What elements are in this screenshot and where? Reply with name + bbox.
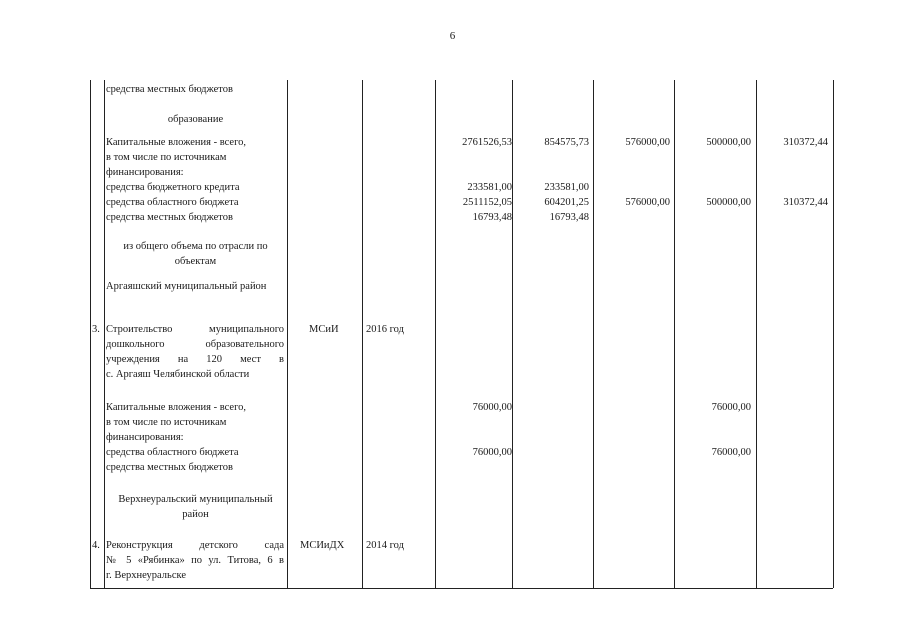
object-name: дошкольного образовательного [106, 339, 284, 350]
page-number: 6 [449, 30, 456, 42]
object-name: Строительство муниципального [106, 324, 284, 335]
district-heading: район [182, 509, 209, 520]
table-border-left [90, 80, 91, 588]
period-cell: 2016 год [366, 324, 404, 335]
table-border-right [833, 80, 834, 588]
column-divider [362, 80, 363, 588]
row-label: Капитальные вложения - всего, [106, 402, 246, 413]
value-cell: 500000,00 [706, 197, 751, 208]
row-label: средства местных бюджетов [106, 212, 233, 223]
value-cell: 500000,00 [706, 137, 751, 148]
value-cell: 604201,25 [544, 197, 589, 208]
value-cell: 16793,48 [472, 212, 512, 223]
agency-cell: МСиИ [309, 324, 339, 335]
value-cell: 76000,00 [472, 402, 512, 413]
value-cell: 2511152,05 [462, 197, 512, 208]
row-number: 4. [92, 540, 100, 551]
value-cell: 76000,00 [711, 447, 751, 458]
row-number: 3. [92, 324, 100, 335]
row-label: средства местных бюджетов [106, 462, 233, 473]
section-heading: объектам [174, 256, 217, 267]
row-label: средства областного бюджета [106, 197, 239, 208]
district-heading: Аргаяшский муниципальный район [106, 281, 267, 292]
column-divider [435, 80, 436, 588]
value-cell: 2761526,53 [462, 137, 512, 148]
value-cell: 576000,00 [625, 137, 670, 148]
column-divider [512, 80, 513, 588]
object-name: г. Верхнеуральске [106, 570, 186, 581]
value-cell: 233581,00 [544, 182, 589, 193]
value-cell: 310372,44 [783, 137, 828, 148]
row-label: финансирования: [106, 167, 184, 178]
value-cell: 576000,00 [625, 197, 670, 208]
value-cell: 310372,44 [783, 197, 828, 208]
object-name: № 5 «Рябинка» по ул. Титова, 6 в [106, 555, 284, 566]
row-label: финансирования: [106, 432, 184, 443]
column-divider [593, 80, 594, 588]
agency-cell: МСИиДХ [300, 540, 345, 551]
section-heading: из общего объема по отрасли по [123, 241, 268, 252]
row-label: Капитальные вложения - всего, [106, 137, 246, 148]
value-cell: 76000,00 [472, 447, 512, 458]
column-divider [674, 80, 675, 588]
object-name: учреждения на 120 мест в [106, 354, 284, 365]
period-cell: 2014 год [366, 540, 404, 551]
object-name: с. Аргаяш Челябинской области [106, 369, 250, 380]
row-label: средства областного бюджета [106, 447, 239, 458]
value-cell: 233581,00 [467, 182, 512, 193]
value-cell: 76000,00 [711, 402, 751, 413]
row-label: в том числе по источникам [106, 152, 227, 163]
value-cell: 854575,73 [544, 137, 589, 148]
row-label: средства местных бюджетов [106, 84, 233, 95]
row-label: в том числе по источникам [106, 417, 227, 428]
table-border-bottom [90, 588, 833, 589]
column-divider [756, 80, 757, 588]
section-heading: образование [167, 114, 224, 125]
row-label: средства бюджетного кредита [106, 182, 240, 193]
district-heading: Верхнеуральский муниципальный [118, 494, 273, 505]
value-cell: 16793,48 [549, 212, 589, 223]
object-name: Реконструкция детского сада [106, 540, 284, 551]
column-divider [287, 80, 288, 588]
